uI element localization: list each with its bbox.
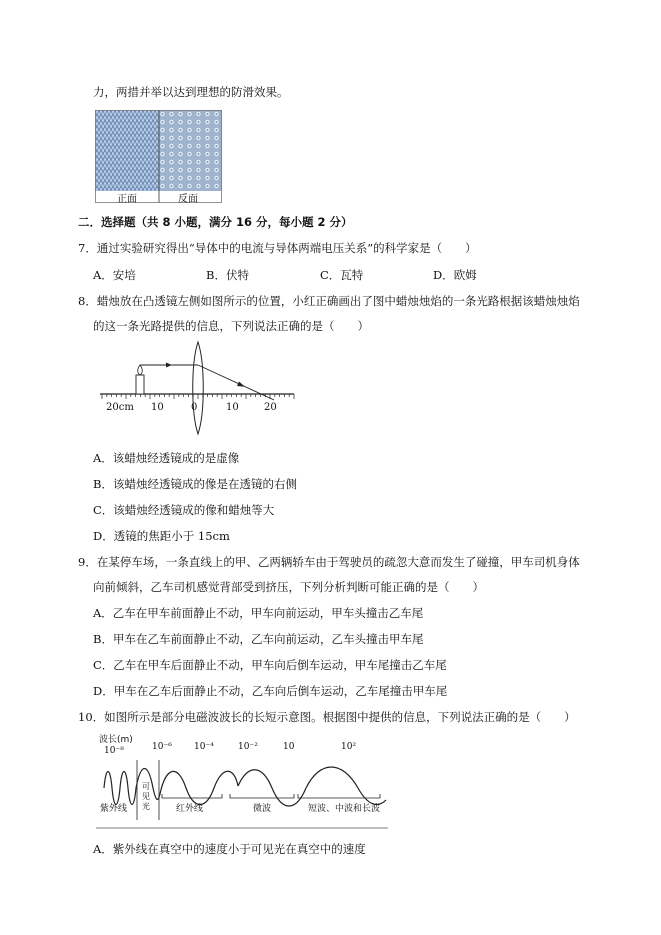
q10-stem: 10．如图所示是部分电磁波波长的长短示意图。根据图中提供的信息，下列说法正确的是（ ） [78,710,576,724]
ruler-tick-label: 0 [191,402,198,413]
band-label-visible: 可见光 [142,782,150,811]
mat-front-surface [95,110,159,191]
q8-option-b: B．该蜡烛经透镜成的像是在透镜的右侧 [93,477,297,491]
wavelength-exponent: 10 [283,742,295,752]
lens-optical-bench-figure [96,338,301,438]
wavelength-exponent: 10⁻⁴ [194,742,214,752]
q9-stem-line2: 向前倾斜，乙车司机感觉背部受到挤压，下列分析判断可能正确的是（ ） [93,580,484,594]
wavelength-exponent: 10⁻⁸ [104,746,124,756]
q8-option-d: D．透镜的焦距小于 15cm [93,529,230,543]
q7-option-c: C．瓦特 [320,268,364,282]
wavelength-exponent: 10⁻⁶ [152,742,172,752]
q9-option-d: D．甲车在乙车后面静止不动，乙车向后倒车运动，乙车尾撞击甲车尾 [93,684,448,698]
section-heading: 二．选择题（共 8 小题，满分 16 分，每小题 2 分） [78,215,353,229]
convex-lens [193,342,204,434]
q9-option-b: B．甲车在乙车前面静止不动，乙车向前运动，乙车头撞击甲车尾 [93,632,424,646]
band-label-ultraviolet: 紫外线 [100,804,128,814]
q7-option-d: D．欧姆 [433,268,477,282]
ruler-tick-label: 10 [151,402,164,413]
ruler-tick-label: 20cm [106,402,134,413]
ruler-tick-label: 20 [264,402,277,413]
q8-stem-line1: 8．蜡烛放在凸透镜左侧如图所示的位置，小红正确画出了图中蜡烛烛焰的一条光路根据该蜡烛烛焰 [78,294,580,308]
ruler-tick-label: 10 [226,402,239,413]
previous-answer-tail: 力，两措并举以达到理想的防滑效果。 [93,85,289,99]
refracted-ray [198,365,274,400]
band-label-radio: 短波、中波和长波 [308,804,381,814]
mat-photo [95,110,222,203]
wave-infrared [160,771,238,804]
band-label-infrared: 红外线 [176,804,204,814]
wavelength-exponent: 10² [341,742,357,752]
wave-radio [306,767,386,804]
q8-option-c: C．该蜡烛经透镜成的像和蜡烛等大 [93,503,275,517]
q9-option-c: C．乙车在甲车后面静止不动，甲车向后倒车运动，甲车尾撞击乙车尾 [93,658,447,672]
wave-uv [104,772,136,805]
q7-option-b: B．伏特 [206,268,249,282]
candle-flame [138,365,143,375]
wavelength-axis-label: 波长(m) [99,735,133,745]
q9-stem-line1: 9．在某停车场，一条直线上的甲、乙两辆轿车由于驾驶员的疏忽大意而发生了碰撞，甲车司机身体 [78,555,580,569]
q7-stem: 7．通过实验研究得出“导体中的电流与导体两端电压关系”的科学家是（ ） [78,241,477,255]
candle [136,375,144,394]
em-wavelength-figure [96,730,388,830]
wavelength-exponent: 10⁻² [238,742,258,752]
mat-back-surface [159,110,222,191]
q9-option-a: A．乙车在甲车前面静止不动，甲车向前运动，甲车头撞击乙车尾 [93,606,424,620]
q8-stem-line2: 的这一条光路提供的信息，下列说法正确的是（ ） [93,319,369,333]
wave-microwave [238,770,306,806]
q7-option-a: A．安培 [93,268,136,282]
band-label-microwave: 微波 [253,804,272,814]
q8-option-a: A．该蜡烛经透镜成的是虚像 [93,451,240,465]
mat-front-label: 正面 [117,194,137,205]
ruler-ticks [102,394,294,399]
mat-back-label: 反面 [178,194,198,205]
q10-option-a: A．紫外线在真空中的速度小于可见光在真空中的速度 [93,842,366,856]
